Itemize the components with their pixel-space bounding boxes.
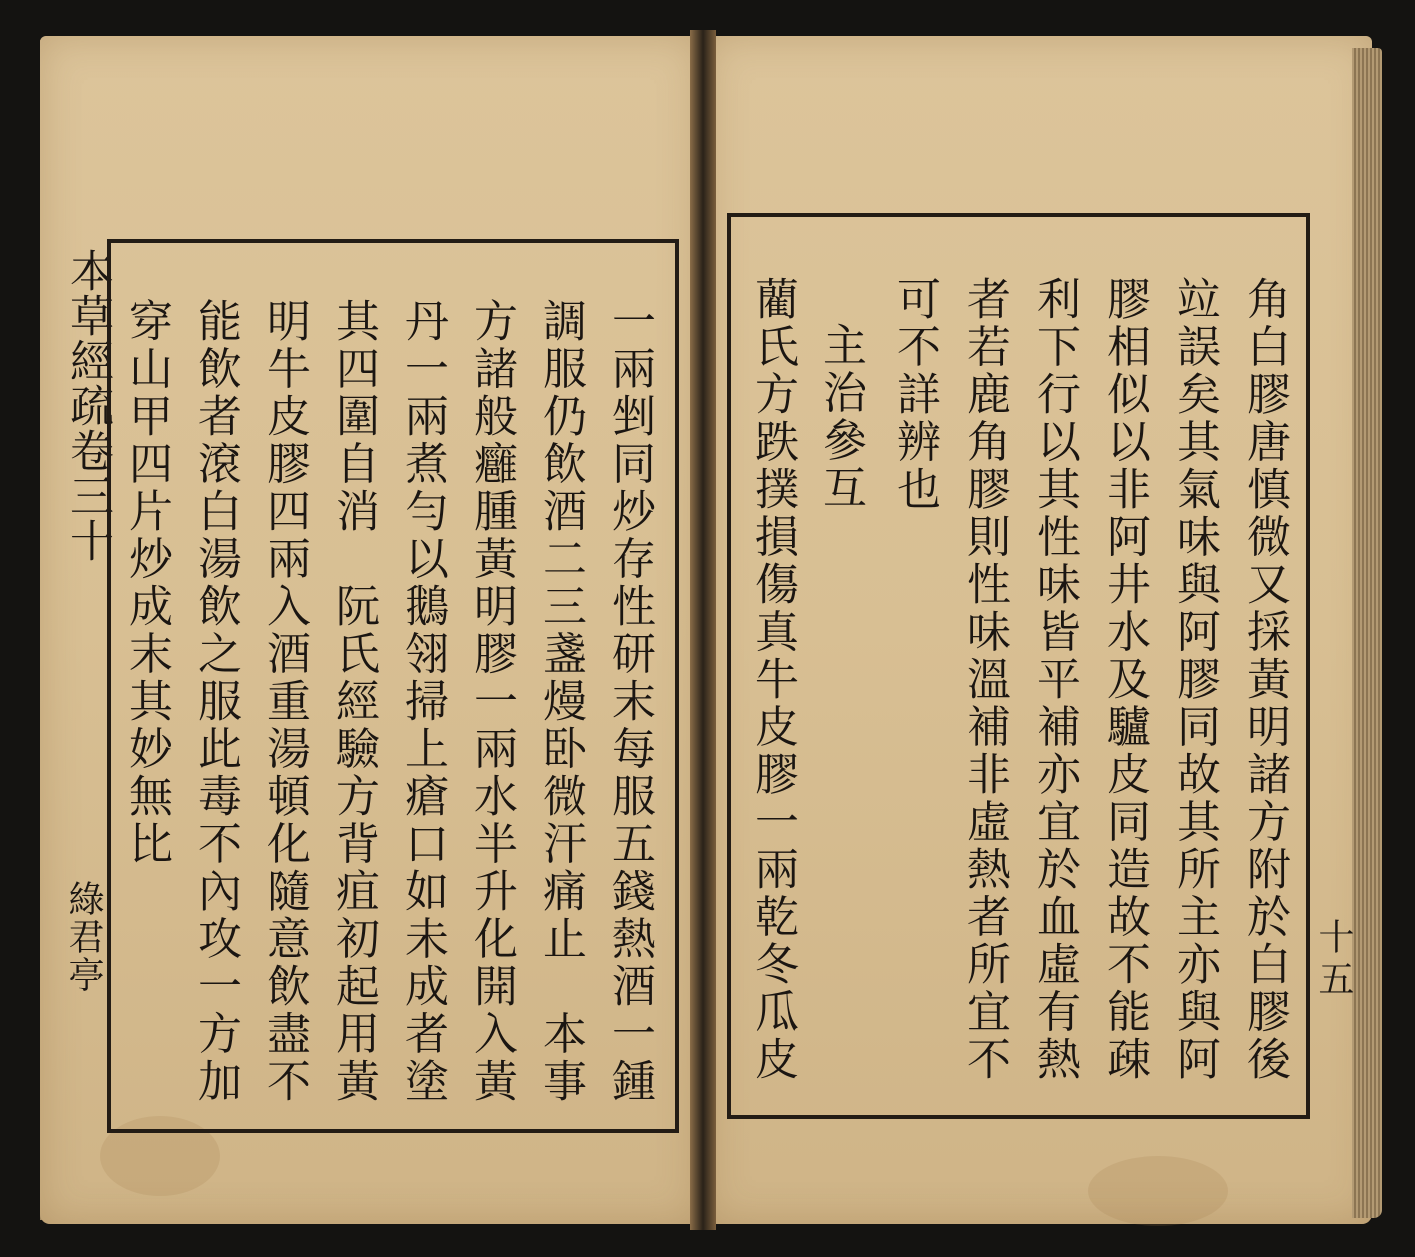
text-column: 藺氏方跌撲損傷真牛皮膠一兩乾冬瓜皮	[747, 276, 798, 1084]
text-column: 調服仍飲酒二三盞熳卧微汗痛止 本事	[535, 298, 586, 1106]
section-heading: 主治參互	[815, 322, 866, 512]
paper-stain	[1088, 1156, 1228, 1226]
book-gutter	[690, 30, 716, 1230]
text-column: 方諸般癰腫黃明膠一兩水半升化開入黃	[466, 298, 517, 1106]
text-column: 丹一兩煮勻以鵝翎掃上瘡口如未成者塗	[397, 298, 448, 1106]
text-column: 利下行以其性味皆平補亦宜於血虛有熱	[1029, 276, 1080, 1084]
margin-publisher: 綠君亭	[63, 880, 104, 994]
text-column: 明牛皮膠四兩入酒重湯頓化隨意飲盡不	[259, 298, 310, 1106]
text-column: 角白膠唐慎微又採黃明諸方附於白膠後	[1239, 276, 1290, 1084]
text-column: 竝誤矣其氣味與阿膠同故其所主亦與阿	[1169, 276, 1220, 1084]
text-column: 能飲者滾白湯飲之服此毒不內攻一方加	[190, 298, 241, 1106]
text-column: 可不詳辨也	[889, 276, 940, 514]
text-column: 穿山甲四片炒成末其妙無比	[121, 298, 172, 868]
text-column: 者若鹿角膠則性味溫補非虛熱者所宜不	[959, 276, 1010, 1084]
page-edge-right	[1352, 48, 1382, 1218]
margin-book-title: 本草經疏卷三十	[62, 248, 113, 563]
text-column: 膠相似以非阿井水及驢皮同造故不能疎	[1099, 276, 1150, 1084]
text-column: 其四圍自消 阮氏經驗方背疽初起用黃	[328, 298, 379, 1106]
page-number: 十五	[1313, 918, 1354, 1002]
text-column: 一兩剉同炒存性研末每服五錢熱酒一鍾	[604, 298, 655, 1106]
